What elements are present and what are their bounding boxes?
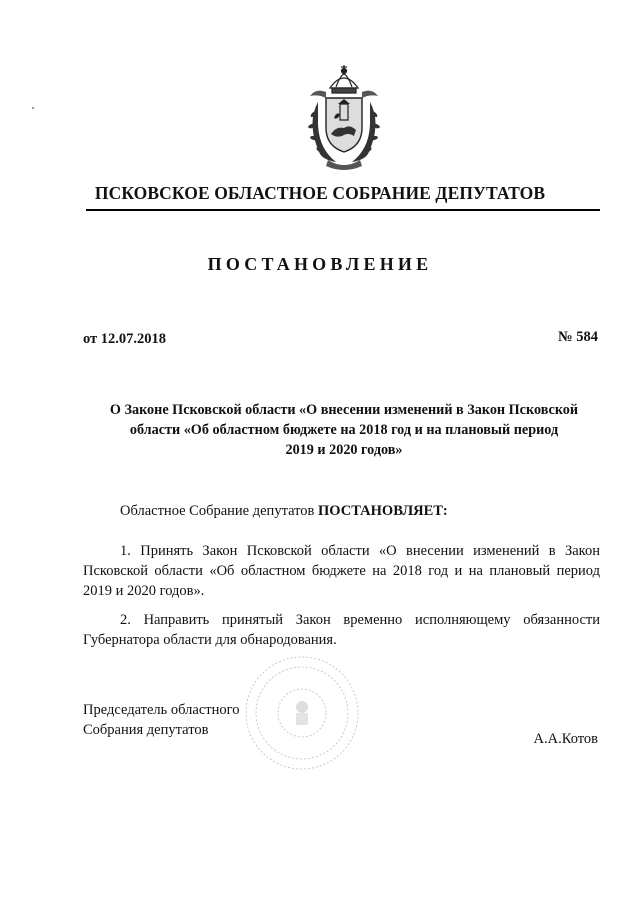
resolution-paragraph-2 xyxy=(83,610,600,650)
paragraph-text: 1. Принять Закон Псковской области «О внесении изменений в Закон Псковской области «Об областном бюджете на 2018 год и на плановый период 2019 и 2020 годов». xyxy=(83,543,600,599)
document-type-heading: ПОСТАНОВЛЕНИЕ xyxy=(207,254,433,274)
document-date: от 12.07.2018 xyxy=(83,331,167,347)
position-line: Председатель областного xyxy=(83,702,240,718)
subject-line: области «Об областном бюджете на 2018 год и на плановый период xyxy=(129,422,559,438)
preamble-text: Областное Собрание депутатов xyxy=(120,503,319,519)
official-seal-stamp xyxy=(242,653,362,773)
subject-line: О Законе Псковской области «О внесении изменений в Закон Псковской xyxy=(109,402,579,418)
preamble-emphasis: ПОСТАНОВЛЯЕТ: xyxy=(318,503,448,519)
organization-title: ПСКОВСКОЕ ОБЛАСТНОЕ СОБРАНИЕ ДЕПУТАТОВ xyxy=(94,183,546,203)
document-subject xyxy=(80,400,608,460)
signatory-position xyxy=(83,700,239,740)
resolution-paragraph-1 xyxy=(83,541,600,601)
position-line: Собрания депутатов xyxy=(83,722,209,738)
paragraph-text: 2. Направить принятый Закон временно исполняющему обязанности Губернатора области для обнародования. xyxy=(83,612,600,648)
scan-speck xyxy=(32,107,34,109)
header-divider xyxy=(86,209,600,211)
document-number: № 584 xyxy=(558,329,598,345)
coat-of-arms-icon xyxy=(296,62,392,174)
subject-line: 2019 и 2020 годов» xyxy=(285,442,403,458)
preamble xyxy=(120,503,448,520)
signatory-name: А.А.Котов xyxy=(533,731,598,747)
